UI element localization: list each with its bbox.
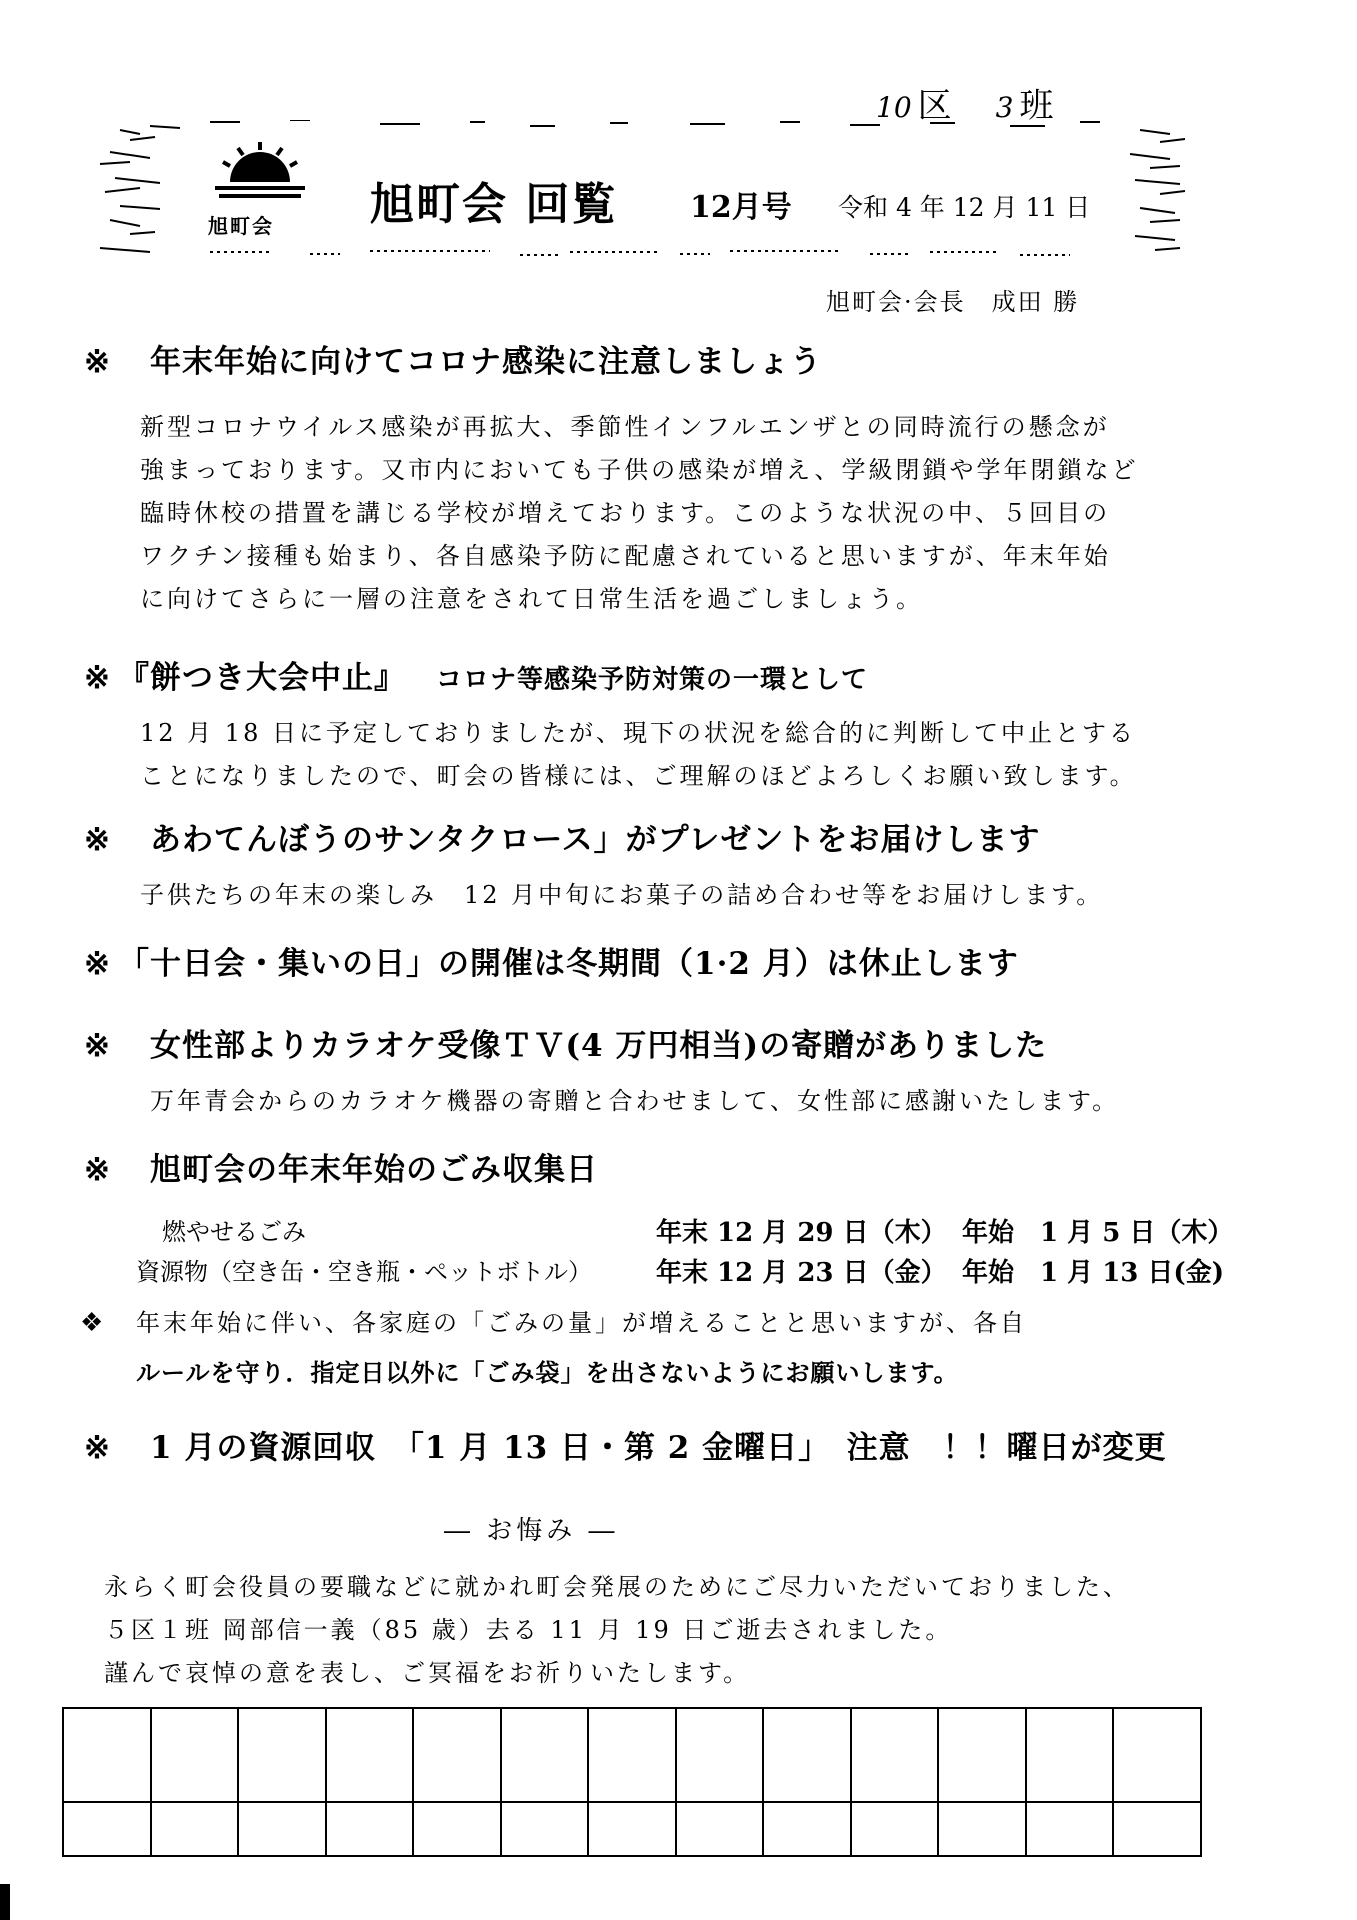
sign-cell[interactable] <box>413 1802 501 1856</box>
logo-label: 旭町会 <box>208 214 274 238</box>
sign-cell[interactable] <box>1026 1708 1114 1802</box>
section-body-corona: 新型コロナウイルス感染が再拡大、季節性インフルエンザとの同時流行の懸念が 強まっております。又市内においても子供の感染が増え、学級閉鎖や学年閉鎖など 臨時休校の措置を講じる学校が増えております。このような状況の中、５回目の ワクチン接種も始まり、各自感染予防に配慮されていると思いますが、年末年始 に向けてさらに一層の注意をされて日常生活を過ごしましょう。 <box>140 413 1139 613</box>
waste-row-recyclable <box>136 1252 1225 1288</box>
scan-edge-mark <box>0 1884 10 1920</box>
sign-cell[interactable] <box>676 1708 764 1802</box>
district-number: 10 <box>876 91 912 124</box>
sign-cell[interactable] <box>938 1802 1026 1856</box>
sign-cell[interactable] <box>413 1708 501 1802</box>
circular-title: 旭町会 回覧 <box>370 179 618 230</box>
waste-notice: ❖ 年末年始に伴い、各家庭の「ごみの量」が増えることと思いますが、各自 ルールを守り．指定日以外に「ごみ袋」を出さないようにお願いします。 <box>80 1302 1027 1394</box>
section-heading-santa: ※ あわてんぼうのサンタクロース」がプレゼントをお届けします <box>84 822 1041 858</box>
waste-type: 燃やせるごみ <box>162 1218 306 1246</box>
waste-new-year: 年始 1 月 5 日（木） <box>962 1218 1234 1248</box>
sign-cell[interactable] <box>676 1802 764 1856</box>
district-label: 区 <box>917 86 952 126</box>
section-heading-corona: ※ 年末年始に向けてコロナ感染に注意しましょう <box>84 344 822 380</box>
sign-cell[interactable] <box>1026 1802 1114 1856</box>
group-label: 班 <box>1019 86 1054 126</box>
section-body-santa: 子供たちの年末の楽しみ 12 月中旬にお菓子の詰め合わせ等をお届けします。 <box>140 881 1104 909</box>
sign-cell[interactable] <box>238 1802 326 1856</box>
waste-year-end: 年末 12 月 23 日（金） <box>656 1258 947 1288</box>
section-heading-mochi: ※ 『餅つき大会中止』 コロナ等感染予防対策の一環として <box>84 660 869 696</box>
sign-cell[interactable] <box>1113 1708 1201 1802</box>
waste-new-year: 年始 1 月 13 日(金) <box>962 1258 1225 1288</box>
diamond-bullet: ❖ <box>80 1308 107 1338</box>
section-heading-karaoke: ※ 女性部よりカラオケ受像ＴＶ(4 万円相当)の寄贈がありました <box>84 1028 1048 1064</box>
waste-type: 資源物（空き缶・空き瓶・ペットボトル） <box>136 1258 592 1286</box>
sign-cell[interactable] <box>851 1802 939 1856</box>
issue-date: 令和 4 年 12 月 11 日 <box>838 193 1091 222</box>
sign-cell[interactable] <box>63 1802 151 1856</box>
circulation-sign-table <box>62 1707 1202 1857</box>
waste-row-burnable <box>162 1212 1234 1248</box>
section-body-mochi: 12 月 18 日に予定しておりましたが、現下の状況を総合的に判断して中止とする ことになりましたので、町会の皆様には、ご理解のほどよろしくお願い致します。 <box>140 719 1137 790</box>
sign-cell[interactable] <box>588 1802 676 1856</box>
section-heading-waste: ※ 旭町会の年末年始のごみ収集日 <box>84 1152 598 1188</box>
group-number: 3 <box>995 91 1014 124</box>
condolence-title: ― お悔み ― <box>444 1516 619 1546</box>
sign-cell[interactable] <box>501 1708 589 1802</box>
sign-cell[interactable] <box>326 1708 414 1802</box>
sign-cell[interactable] <box>151 1708 239 1802</box>
sign-cell[interactable] <box>63 1708 151 1802</box>
section-heading-recycling: ※ 1 月の資源回収 「1 月 13 日・第 2 金曜日」 注意 ！！曜日が変更 <box>84 1430 1167 1466</box>
sign-cell[interactable] <box>763 1708 851 1802</box>
sign-cell[interactable] <box>588 1708 676 1802</box>
sign-cell[interactable] <box>938 1708 1026 1802</box>
section-heading-tooka-kai: ※ 「十日会・集いの日」の開催は冬期間（1·2 月）は休止します <box>84 946 1019 982</box>
sign-cell[interactable] <box>851 1708 939 1802</box>
waste-year-end: 年末 12 月 29 日（木） <box>656 1218 947 1248</box>
president-signature: 旭町会·会長 成田 勝 <box>826 288 1080 316</box>
sign-cell[interactable] <box>1113 1802 1201 1856</box>
sign-cell[interactable] <box>763 1802 851 1856</box>
reference-mark: ※ <box>84 344 111 380</box>
sign-cell[interactable] <box>326 1802 414 1856</box>
section-subheading-mochi: コロナ等感染予防対策の一環として <box>436 665 869 695</box>
sign-cell[interactable] <box>238 1708 326 1802</box>
sign-cell[interactable] <box>151 1802 239 1856</box>
issue-label: 12月号 <box>690 190 792 225</box>
section-body-karaoke: 万年青会からのカラオケ機器の寄贈と合わせまして、女性部に感謝いたします。 <box>150 1087 1120 1115</box>
sign-cell[interactable] <box>501 1802 589 1856</box>
condolence-body: 永らく町会役員の要職などに就かれ町会発展のためにご尽力いただいておりました、 ５区１班 岡部信一義（85 歳）去る 11 月 19 日ご逝去されました。 謹んで哀悼の意を表し、ご冥福をお祈りいたします。 <box>104 1573 1130 1687</box>
